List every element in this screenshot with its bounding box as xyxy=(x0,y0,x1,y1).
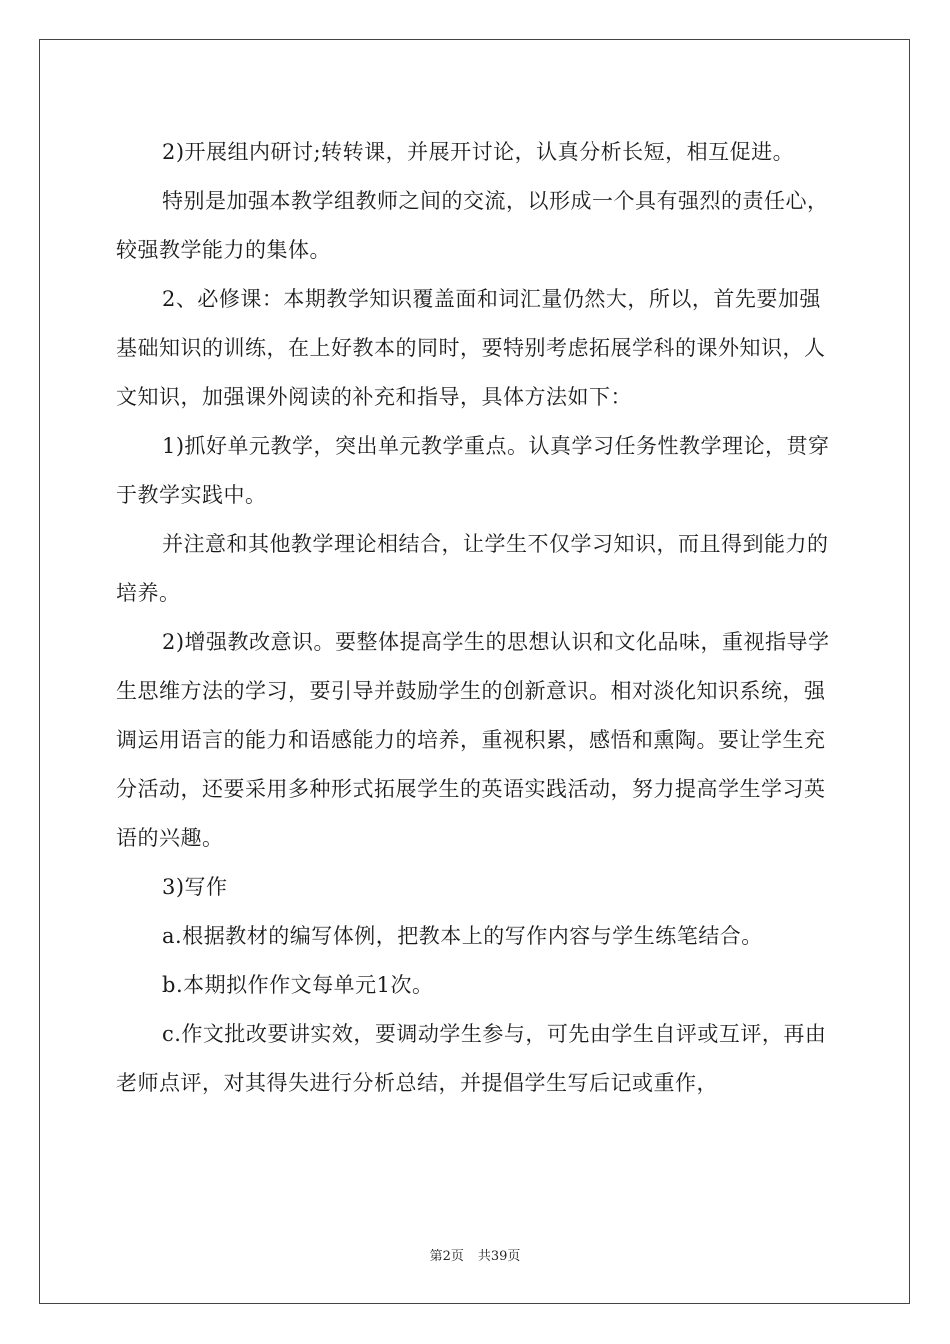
document-body xyxy=(116,128,836,1108)
paragraph: 1)抓好单元教学，突出单元教学重点。认真学习任务性教学理论，贯穿于教学实践中。 xyxy=(116,434,830,507)
paragraph: a.根据教材的编写体例，把教本上的写作内容与学生练笔结合。 xyxy=(162,924,763,948)
paragraph: 2)增强教改意识。要整体提高学生的思想认识和文化品味，重视指导学生思维方法的学习，要引导并鼓励学生的创新意识。相对淡化知识系统，强调运用语言的能力和语感能力的培养，重视积累，感悟和熏陶。要让学生充分活动，还要采用多种形式拓展学生的英语实践活动，努力提高学生学习英语的兴趣。 xyxy=(116,630,830,850)
paragraph: 2、必修课：本期教学知识覆盖面和词汇量仍然大，所以，首先要加强基础知识的训练，在上好教本的同时，要特别考虑拓展学科的课外知识，人文知识，加强课外阅读的补充和指导，具体方法如下： xyxy=(116,287,826,409)
paragraph: 2)开展组内研讨;转转课，并展开讨论，认真分析长短，相互促进。 xyxy=(162,140,795,164)
paragraph: b.本期拟作作文每单元1次。 xyxy=(162,973,434,997)
paragraph: 特别是加强本教学组教师之间的交流，以形成一个具有强烈的责任心，较强教学能力的集体。 xyxy=(116,189,829,262)
page-number: 第2页 xyxy=(429,1249,464,1264)
paragraph: c.作文批改要讲实效，要调动学生参与，可先由学生自评或互评，再由老师点评，对其得失进行分析总结，并提倡学生写后记或重作， xyxy=(116,1022,827,1095)
paragraph: 3)写作 xyxy=(162,875,228,899)
paragraph: 并注意和其他教学理论相结合，让学生不仅学习知识，而且得到能力的培养。 xyxy=(116,532,829,605)
page-total: 共39页 xyxy=(477,1249,521,1264)
page-footer xyxy=(0,1245,950,1264)
